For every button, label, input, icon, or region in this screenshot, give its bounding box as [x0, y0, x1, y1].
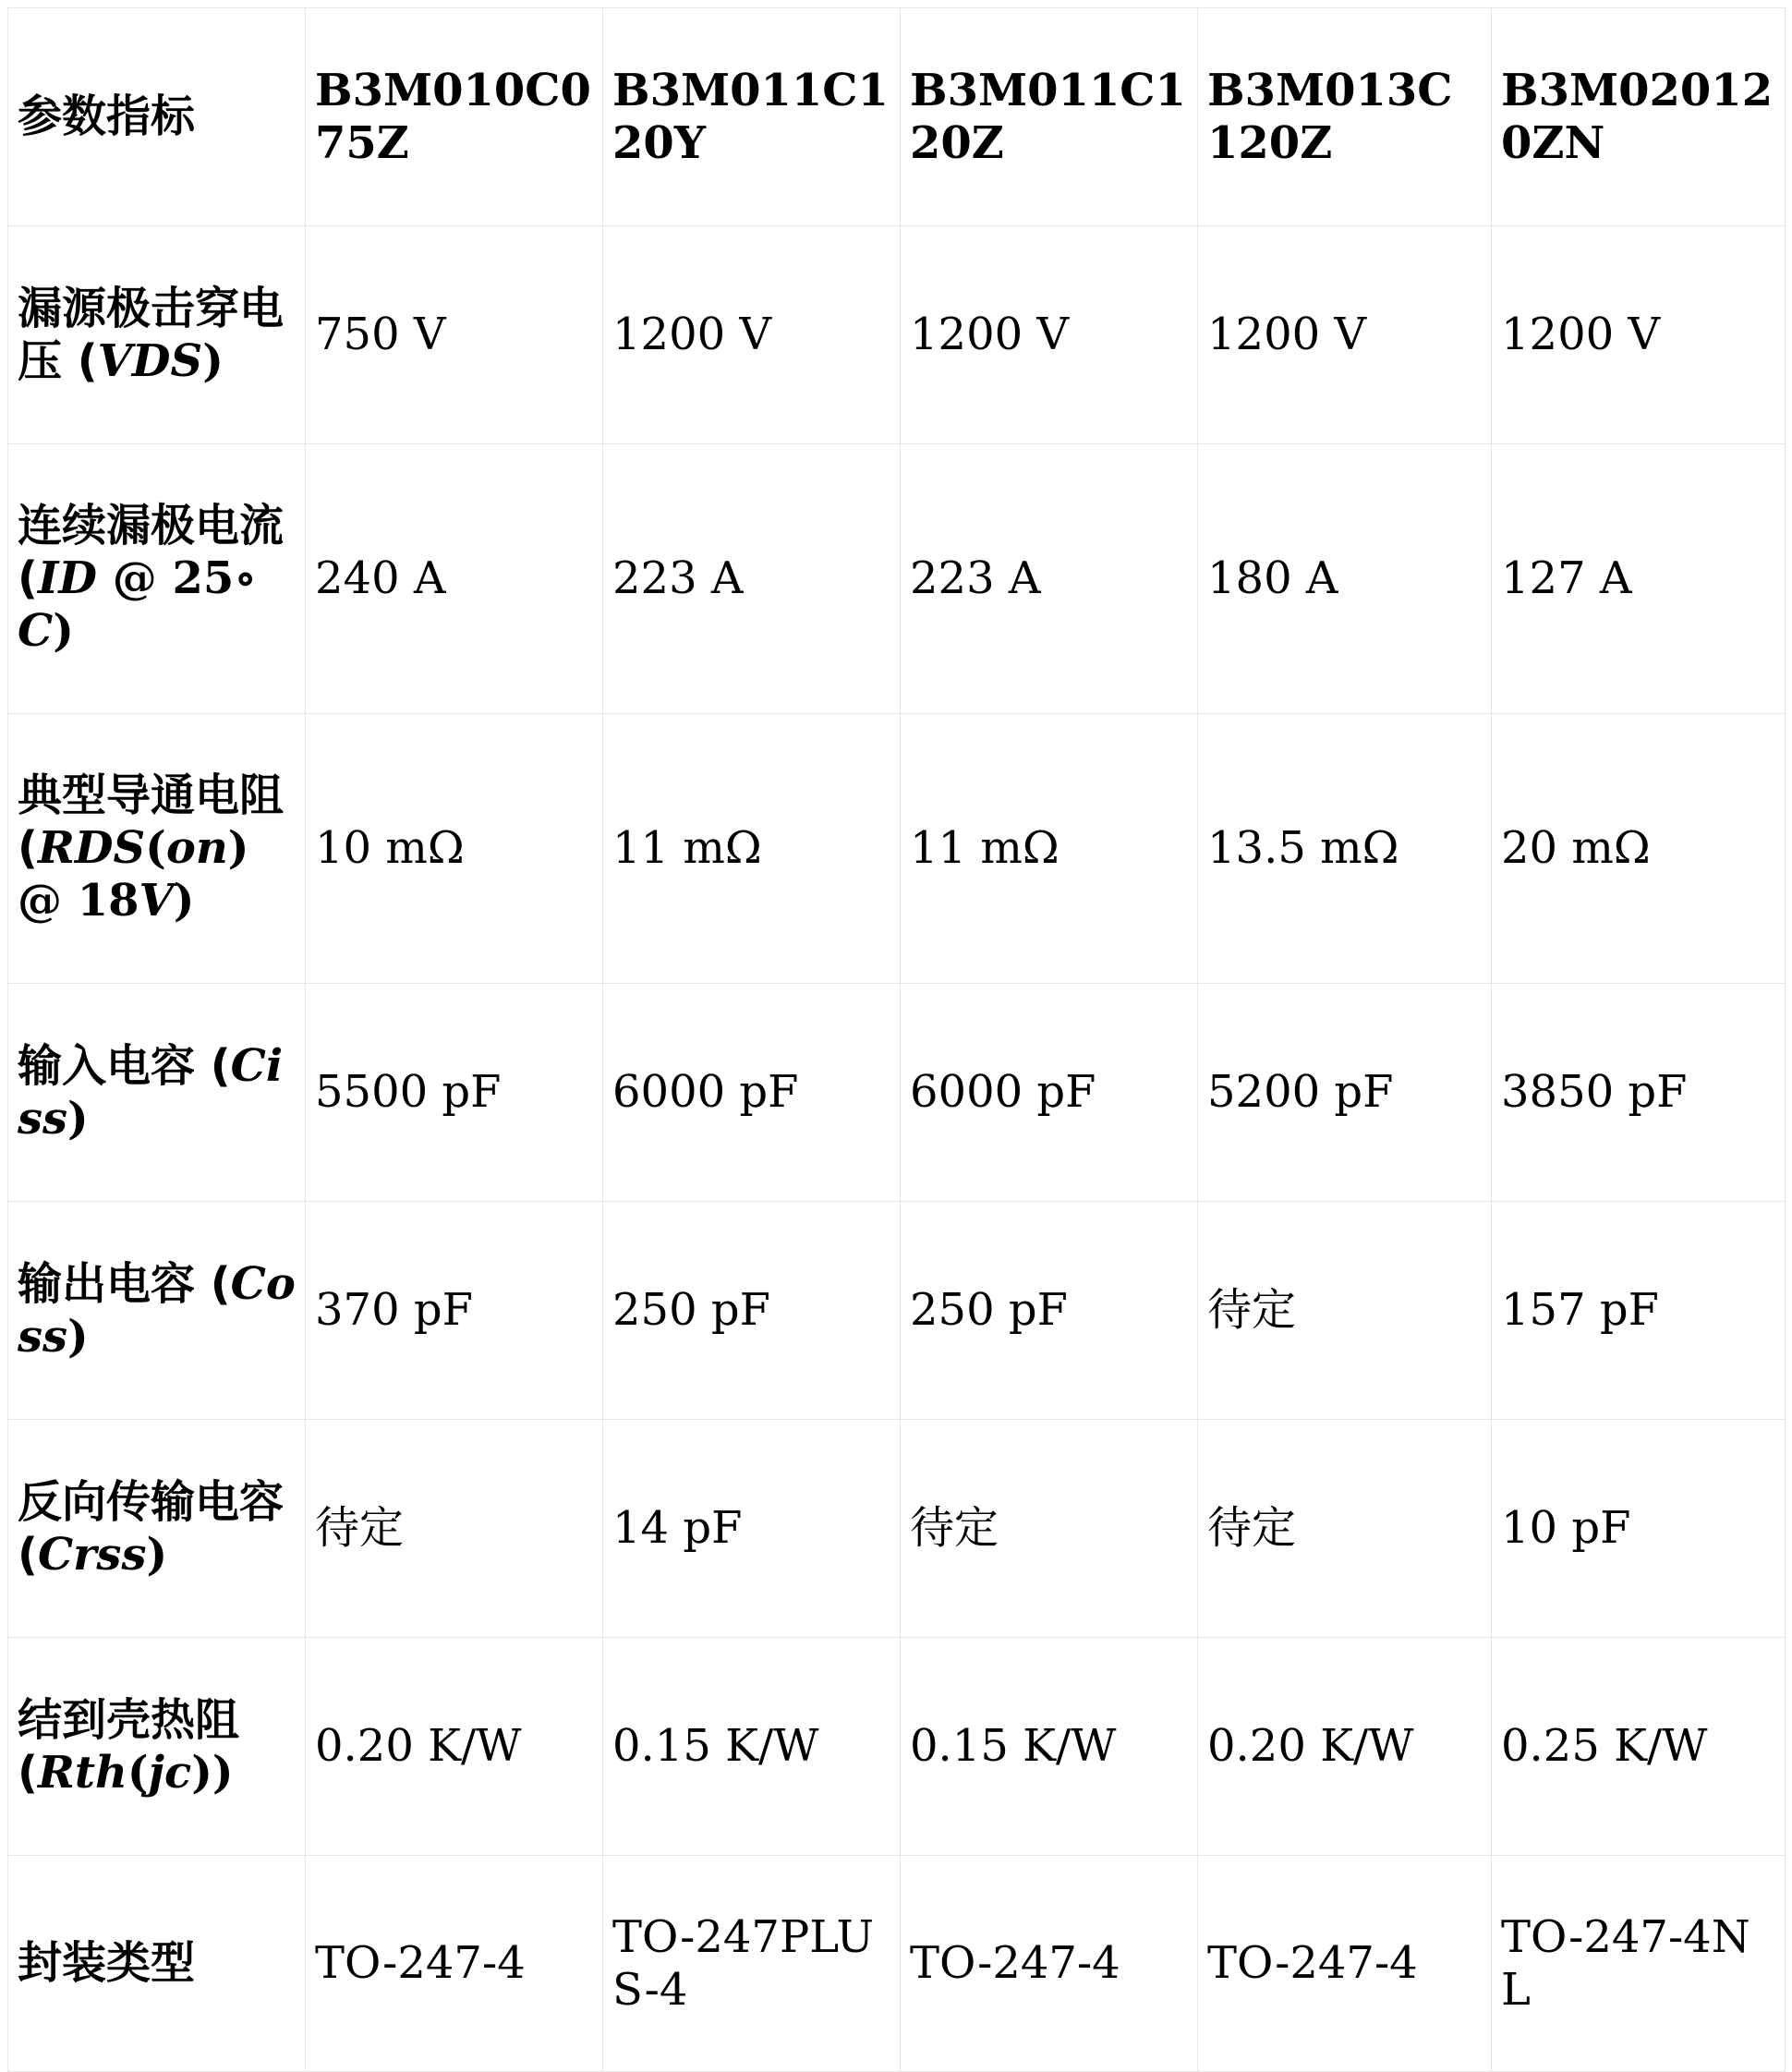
table-cell: 13.5 mΩ	[1198, 714, 1492, 984]
table-cell: 223 A	[901, 444, 1198, 714]
table-cell: 1200 V	[1492, 226, 1786, 444]
param-label-crss: 反向传输电容 (Crss)	[8, 1420, 306, 1638]
table-cell: 0.15 K/W	[603, 1638, 901, 1856]
table-cell: 5500 pF	[306, 984, 603, 1202]
table-cell: 223 A	[603, 444, 901, 714]
table-cell: 6000 pF	[603, 984, 901, 1202]
param-label-vds: 漏源极击穿电压 (VDS)	[8, 226, 306, 444]
table-cell: TO-247PLUS-4	[603, 1856, 901, 2072]
table-cell: 待定	[1198, 1420, 1492, 1638]
table-cell: 0.25 K/W	[1492, 1638, 1786, 1856]
param-label-package: 封装类型	[8, 1856, 306, 2072]
table-row-package	[8, 1856, 1786, 2072]
table-cell: TO-247-4	[901, 1856, 1198, 2072]
header-model-5: B3M020120ZN	[1492, 8, 1786, 226]
table-cell: 0.20 K/W	[1198, 1638, 1492, 1856]
table-row-vds	[8, 226, 1786, 444]
table-row-id	[8, 444, 1786, 714]
table-cell: 10 mΩ	[306, 714, 603, 984]
table-row-rthjc	[8, 1638, 1786, 1856]
table-header-row	[8, 8, 1786, 226]
table-cell: 11 mΩ	[603, 714, 901, 984]
table-row-coss	[8, 1202, 1786, 1420]
table-cell: 待定	[901, 1420, 1198, 1638]
table-cell: 10 pF	[1492, 1420, 1786, 1638]
param-label-rthjc: 结到壳热阻 (Rth(jc))	[8, 1638, 306, 1856]
param-label-id: 连续漏极电流 (ID @ 25∘C)	[8, 444, 306, 714]
table-cell: 0.15 K/W	[901, 1638, 1198, 1856]
header-model-2: B3M011C120Y	[603, 8, 901, 226]
param-label-coss: 输出电容 (Coss)	[8, 1202, 306, 1420]
table-cell: 1200 V	[1198, 226, 1492, 444]
table-cell: 待定	[1198, 1202, 1492, 1420]
table-cell: 250 pF	[901, 1202, 1198, 1420]
table-row-ciss	[8, 984, 1786, 1202]
header-model-4: B3M013C120Z	[1198, 8, 1492, 226]
mosfet-spec-table	[7, 7, 1786, 2072]
table-cell: 6000 pF	[901, 984, 1198, 1202]
table-cell: 0.20 K/W	[306, 1638, 603, 1856]
param-label-rdson: 典型导通电阻 (RDS(on) @ 18V)	[8, 714, 306, 984]
table-cell: 14 pF	[603, 1420, 901, 1638]
table-cell: 240 A	[306, 444, 603, 714]
table-cell: 3850 pF	[1492, 984, 1786, 1202]
header-model-3: B3M011C120Z	[901, 8, 1198, 226]
table-cell: 180 A	[1198, 444, 1492, 714]
table-cell: 127 A	[1492, 444, 1786, 714]
table-cell: 1200 V	[901, 226, 1198, 444]
table-cell: 157 pF	[1492, 1202, 1786, 1420]
table-row-rdson	[8, 714, 1786, 984]
param-label-ciss: 输入电容 (Ciss)	[8, 984, 306, 1202]
table-cell: 250 pF	[603, 1202, 901, 1420]
table-cell: 370 pF	[306, 1202, 603, 1420]
table-cell: 1200 V	[603, 226, 901, 444]
table-cell: TO-247-4NL	[1492, 1856, 1786, 2072]
table-cell: 5200 pF	[1198, 984, 1492, 1202]
table-cell: 11 mΩ	[901, 714, 1198, 984]
table-cell: 20 mΩ	[1492, 714, 1786, 984]
table-cell: TO-247-4	[1198, 1856, 1492, 2072]
header-model-1: B3M010C075Z	[306, 8, 603, 226]
spec-table-container	[7, 7, 1786, 2072]
table-cell: TO-247-4	[306, 1856, 603, 2072]
header-parameter: 参数指标	[8, 8, 306, 226]
table-row-crss	[8, 1420, 1786, 1638]
table-cell: 750 V	[306, 226, 603, 444]
table-cell: 待定	[306, 1420, 603, 1638]
